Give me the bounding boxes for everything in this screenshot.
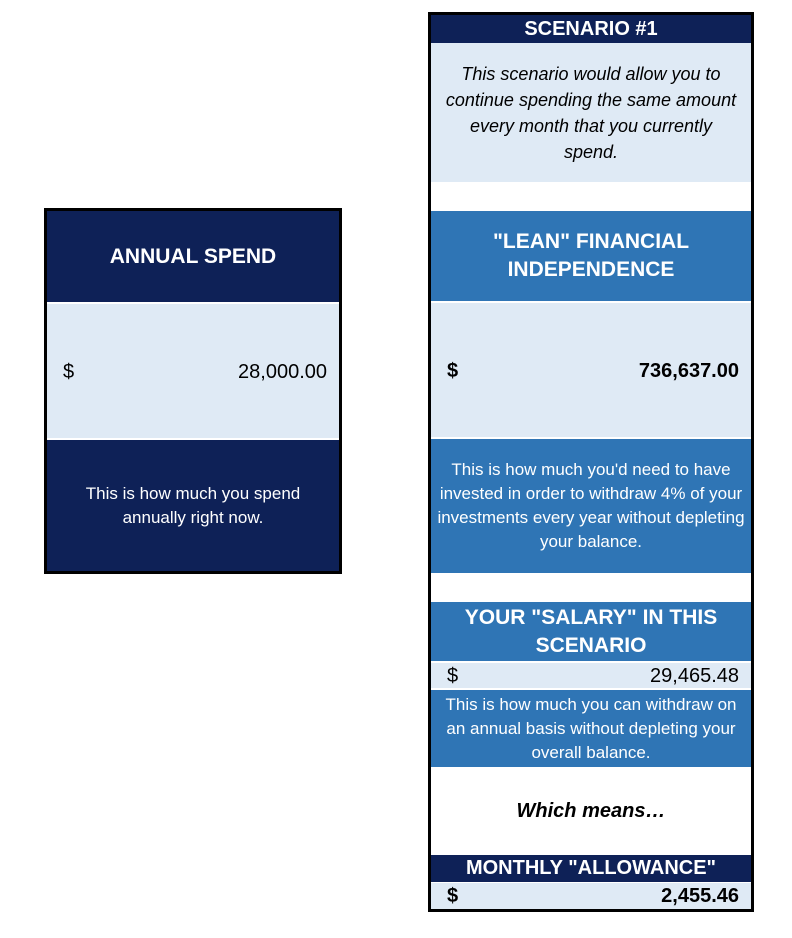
lean-fi-title: "LEAN" FINANCIAL INDEPENDENCE	[431, 211, 751, 301]
salary-title: YOUR "SALARY" IN THIS SCENARIO	[431, 602, 751, 661]
salary-value-cell[interactable]	[431, 663, 751, 688]
annual-spend-card	[44, 208, 342, 574]
monthly-allowance-value: 2,455.46	[661, 885, 739, 907]
monthly-allowance-title: MONTHLY "ALLOWANCE"	[431, 855, 751, 882]
monthly-allowance-value-cell[interactable]	[431, 883, 751, 909]
scenario-title: SCENARIO #1	[431, 15, 751, 43]
which-means-text: Which means…	[431, 767, 751, 855]
annual-spend-title: ANNUAL SPEND	[47, 211, 339, 302]
scenario-column	[428, 12, 754, 912]
salary-currency: $	[447, 665, 459, 687]
salary-description: This is how much you can withdraw on an annual basis without depleting your overall balance.	[431, 690, 751, 767]
annual-spend-value: 28,000.00	[238, 361, 327, 383]
lean-fi-description: This is how much you'd need to have invested in order to withdraw 4% of your investments every year without depleting your balance.	[431, 439, 751, 573]
lean-fi-value-cell[interactable]	[431, 303, 751, 437]
annual-spend-description: This is how much you spend annually right now.	[47, 440, 339, 571]
lean-fi-currency: $	[447, 360, 459, 382]
monthly-allowance-currency: $	[447, 885, 459, 907]
salary-value: 29,465.48	[650, 665, 739, 687]
annual-spend-value-cell[interactable]	[47, 304, 339, 438]
lean-fi-value: 736,637.00	[638, 360, 739, 382]
annual-spend-currency: $	[63, 361, 75, 383]
scenario-intro: This scenario would allow you to continue spending the same amount every month that you currently spend.	[431, 43, 751, 182]
